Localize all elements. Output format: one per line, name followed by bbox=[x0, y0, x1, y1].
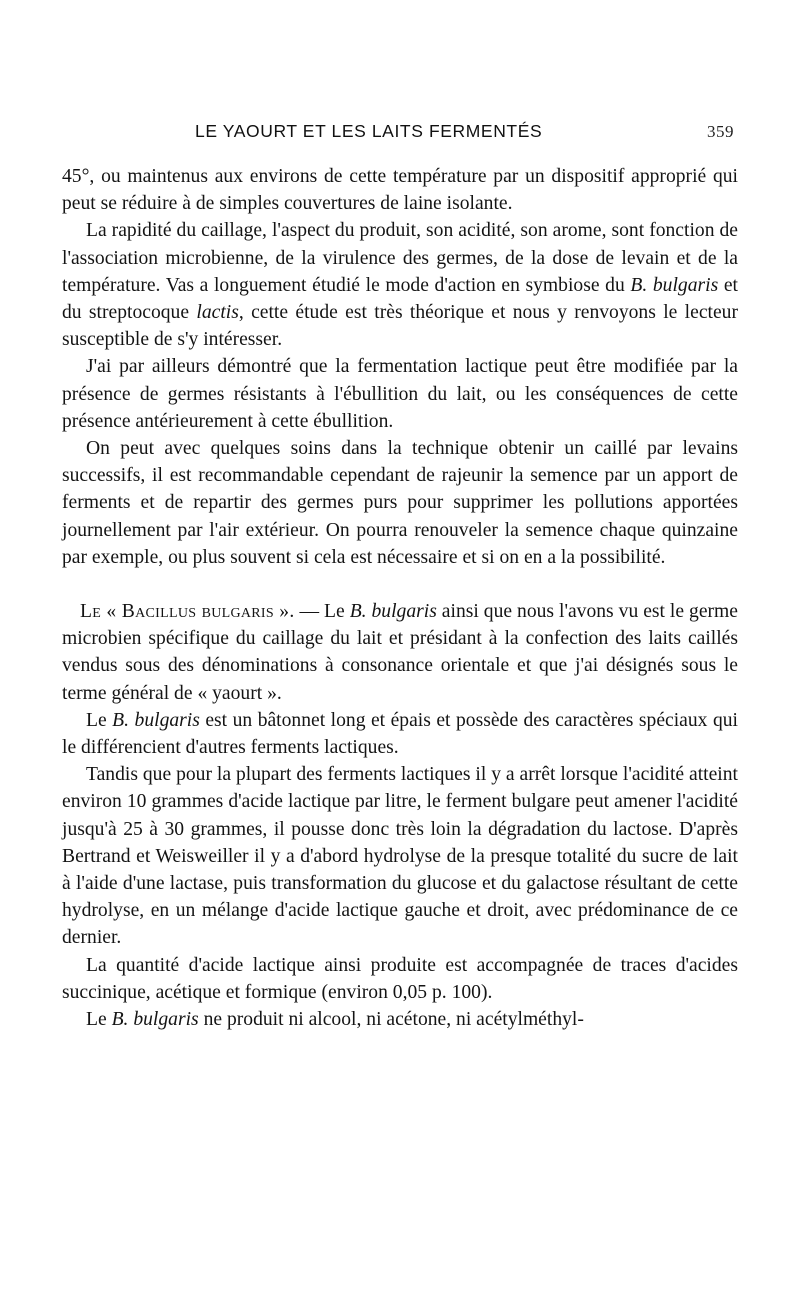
paragraph-5-text-c: ainsi que nous l'avons vu est le germe microbien spécifique du caillage du lait et présidant à la confection des laits caillés vendus sous des dénominations à consonance orientale et que j'ai désignés sous le terme général de « yaourt ». bbox=[62, 601, 738, 704]
page-number: 359 bbox=[707, 122, 734, 141]
species-name: B. bulgaris bbox=[112, 709, 200, 731]
paragraph-6-text-a: Le bbox=[86, 709, 113, 731]
paragraph-9 bbox=[62, 1006, 738, 1033]
paragraph-9-text-c: ne produit ni alcool, ni acétone, ni acétylméthyl- bbox=[198, 1009, 584, 1031]
species-name: B. bulgaris bbox=[349, 601, 437, 623]
paragraph-2 bbox=[62, 217, 738, 353]
section-heading: Le « Bacillus bulgaris ». bbox=[80, 601, 295, 623]
paragraph-4: On peut avec quelques soins dans la technique obtenir un caillé par levains successifs, il est recommandable cependant de rajeunir la semence par un apport de ferments et de repartir des germes purs pour supprimer les pollutions apportées journellement par l'air extérieur. On pourra renouveler la semence chaque quinzaine par exemple, ou plus souvent si cela est nécessaire et si on en a la possibilité. bbox=[62, 438, 738, 568]
paragraph-8: La quantité d'acide lactique ainsi produite est accompagnée de traces d'acides succinique, acétique et formique (environ 0,05 p. 100). bbox=[62, 954, 738, 1003]
paragraph-6-text-c: est un bâtonnet long et épais et possède des caractères spéciaux qui le différencient d'autres ferments lactiques. bbox=[62, 709, 738, 759]
paragraph-3: J'ai par ailleurs démontré que la fermentation lactique peut être modifiée par la présence de germes résistants à l'ébullition du lait, ou les conséquences de cette présence antérieurement à cette ébullition. bbox=[62, 356, 738, 432]
paragraph-2-text-c: et du streptocoque bbox=[62, 274, 738, 324]
paragraph-5 bbox=[62, 598, 738, 707]
paragraph-7: Tandis que pour la plupart des ferments lactiques il y a arrêt lorsque l'acidité atteint environ 10 grammes d'acide lactique par litre, le ferment bulgare peut amener l'acidité jusqu'à 25 à 30 grammes, il pousse donc très loin la dégradation du lactose. D'après Bertrand et Weisweiller il y a d'abord hydrolyse de la presque totalité du sucre de lait à l'aide d'une lactase, puis transformation du glucose et du galactose résultant de cette hydrolyse, en un mélange d'acide lactique gauche et droit, avec prédominance de ce dernier. bbox=[62, 764, 738, 949]
paragraph-5-text-a: — Le bbox=[294, 601, 350, 623]
species-name: B. bulgaris bbox=[111, 1009, 199, 1031]
species-name: lactis bbox=[196, 302, 239, 324]
page-header bbox=[60, 121, 740, 149]
paragraph-2-text-a: La rapidité du caillage, l'aspect du produit, son acidité, son arome, sont fonction de l'association microbienne, de la virulence des germes, de la dose de levain et de la température. Vas a longuement étudié le mode d'action en symbiose du bbox=[62, 220, 738, 296]
running-title: LE YAOURT ET LES LAITS FERMENTÉS bbox=[195, 121, 543, 141]
body-text bbox=[62, 163, 738, 1033]
paragraph-6 bbox=[62, 707, 738, 761]
paragraph-9-text-a: Le bbox=[86, 1009, 112, 1031]
paragraph-2-text-e: , cette étude est très théorique et nous y renvoyons le lecteur susceptible de s'y intéresser. bbox=[62, 302, 738, 351]
species-name: B. bulgaris bbox=[630, 274, 719, 296]
paragraph-1: 45°, ou maintenus aux environs de cette température par un dispositif approprié qui peut se réduire à de simples couvertures de laine isolante. bbox=[62, 166, 738, 215]
